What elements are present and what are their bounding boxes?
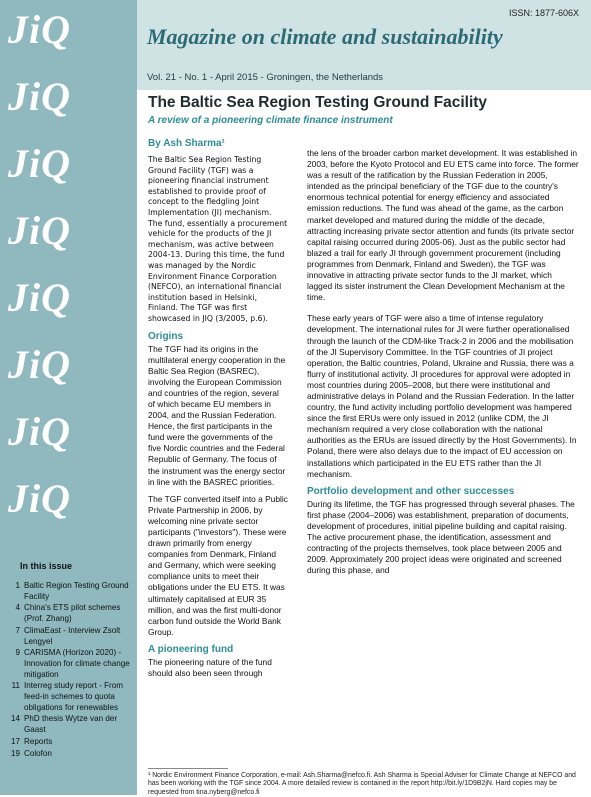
- body-paragraph: During its lifetime, the TGF has progressed through several phases. The first phase (2004–2006) was establishment, preparation of documents, development of procedures, initial pipeline building and capital raising. The active procurement phase, the identification, assessment and contracting of the projects themselves, took place between 2005 and 2009. Approximately 200 project ideas were originated and screened during this phase, and: [307, 498, 575, 576]
- footnote-rule: [148, 768, 228, 769]
- magazine-title: Magazine on climate and sustainability: [147, 24, 503, 49]
- section-heading-pioneering: A pioneering fund: [148, 643, 234, 655]
- jiq-logo: JiQ: [8, 275, 71, 320]
- issue-info: Vol. 21 - No. 1 - April 2015 - Groningen, the Netherlands: [147, 72, 384, 83]
- toc-page: 4: [15, 603, 20, 613]
- intro-paragraph: The Baltic Sea Region Testing Ground Facility (TGF) was a pioneering financial instrument established to provide proof of concept to the fledgling Joint Implementation (JI) mechanism. The fund, essentially a procurement vehicle for the products of the JI mechanism, was active between 2004-13. During this time, the fund was managed by the Nordic Environment Finance Corporation (NEFCO), an international financial institution based in Helsinki, Finland. The TGF was first showcased in JIQ (3/2005, p.6).: [148, 155, 288, 323]
- toc-page: 1: [15, 581, 20, 590]
- column-right: [307, 148, 579, 773]
- jiq-logo: JiQ: [8, 476, 71, 521]
- masthead: [137, 0, 591, 90]
- toc-list: [4, 581, 134, 760]
- article-subtitle: A review of a pioneering climate finance instrument: [148, 115, 393, 126]
- toc-label: Colofon: [24, 748, 52, 758]
- jiq-logo: JiQ: [8, 342, 71, 387]
- jiq-logo: JiQ: [8, 74, 71, 119]
- body-paragraph: The pioneering nature of the fund should also been seen through: [148, 656, 272, 679]
- toc-item[interactable]: [4, 714, 134, 735]
- toc-page: 11: [11, 681, 20, 691]
- section-heading-portfolio: Portfolio development and other successes: [307, 485, 515, 497]
- byline: By Ash Sharma¹: [148, 138, 225, 149]
- toc-label: Baltic Region Testing Ground Facility: [24, 581, 129, 601]
- body-paragraph: the lens of the broader carbon market development. It was established in 2003, before the Kyoto Protocol and EU ETS came into force. The former was a result of the ratification by the Russian Federation in 2005, intended as the principal beneficiary of the TGF due to the country's enormous technical potential for energy efficiency and associated emission reductions. The fund was ahead of the game, as the carbon market developed and matured during the middle of the decade, attracting increasing private sector attention and funds (its private sector capital raising occurred during 2005-06). Just as the public sector had blazed a trail for early JI through government procurement (including programmes from Denmark, Finland and Sweden), the TGF was innovative in attracting private sector funds to the JI market, which lagged its sister instrument the Clean Development Mechanism at the time.: [307, 148, 579, 303]
- body-paragraph: The TGF had its origins in the multilateral energy cooperation in the Baltic Sea Region (BASREC), involving the European Commission and countries of the region, several of which became EU members in 2004, and the Russian Federation. Hence, the first participants in the fund were the governments of the five Nordic countries and the Federal Republic of Germany. The focus of the instrument was the energy sector in line with the BASREC priorities.: [148, 343, 286, 487]
- sidebar: [0, 0, 137, 795]
- toc-item[interactable]: [4, 581, 134, 602]
- toc-item[interactable]: [4, 681, 134, 713]
- toc-heading: In this issue: [20, 561, 73, 571]
- toc-item[interactable]: [4, 749, 134, 760]
- table-of-contents: [0, 545, 137, 795]
- toc-item[interactable]: [4, 603, 134, 624]
- toc-label: Reports: [24, 736, 53, 746]
- jiq-logo: JiQ: [8, 141, 71, 186]
- section-heading-origins: Origins: [148, 330, 184, 342]
- body-paragraph: The TGF converted itself into a Public Private Partnership in 2006, by welcoming nine private sector participants ("investors"). These were drawn primarily from energy companies from Denmark, Finland and Germany, which were seeking compliance units to meet their obligations under the EU ETS. It was ultimately capitalised at EUR 35 million, and was the first multi-donor carbon fund outside the World Bank Group.: [148, 493, 288, 637]
- toc-item[interactable]: [4, 648, 134, 680]
- column-left: [148, 155, 288, 773]
- jiq-logo: JiQ: [8, 409, 71, 454]
- toc-label: ClimaEast - Interview Zsolt Lengyel: [24, 625, 121, 646]
- toc-label: China's ETS pilot schemes (Prof. Zhang): [24, 603, 121, 624]
- toc-page: 14: [10, 714, 20, 724]
- footnote: ¹ Nordic Environment Finance Corporation, e-mail: Ash.Sharma@nefco.fi. Ash Sharma is Special Adviser for Climate Change at NEFCO and has been working with the TGF since 2004. A more detailed review is contained in the report http://bit.ly/1D9B2jN. Hard copies may be requested from tina.nyberg@nefco.fi: [148, 772, 576, 796]
- jiq-logo: JiQ: [8, 208, 71, 253]
- toc-item[interactable]: [4, 737, 134, 748]
- toc-label: CARISMA (Horizon 2020) - Innovation for climate change mitigation: [24, 648, 130, 679]
- article-title: The Baltic Sea Region Testing Ground Facility: [148, 94, 488, 111]
- toc-page: 7: [15, 625, 20, 635]
- issn: ISSN: 1877-606X: [508, 8, 579, 18]
- toc-label: PhD thesis Wytze van der Gaast: [24, 714, 118, 735]
- body-paragraph: These early years of TGF were also a time of intense regulatory development. The international rules for JI were further operationalised through the launch of the CDM-like Track-2 in 2006 and the mobilisation of the JI Supervisory Committee. In the TGF countries of JI project operation, the Baltic countries, Poland, Ukraine and Russia, there was a flurry of institutional activity. JI procedures for approval were adopted in most countries during 2005–2008, but there were institutional and administrative delays in Poland and the Russian Federation. In the latter country, the fund activity including portfolio development was hampered since the first ERUs were only issued in 2012 (unlike CDM, the JI mechanism required a very close collaboration with the national authorities as the ERUs are issued directly by the Host Governments). In Poland, there were also delays due to the impact of EU accession on installations which participated in the EU ETS rather than the JI mechanism.: [307, 313, 577, 479]
- toc-item[interactable]: [4, 626, 134, 647]
- toc-label: Interreg study report - From feed-in schemes to quota obligations for renewables: [24, 681, 123, 712]
- toc-page: 19: [10, 748, 20, 758]
- toc-page: 9: [15, 648, 20, 658]
- toc-page: 17: [10, 736, 20, 746]
- jiq-logo: JiQ: [8, 7, 71, 52]
